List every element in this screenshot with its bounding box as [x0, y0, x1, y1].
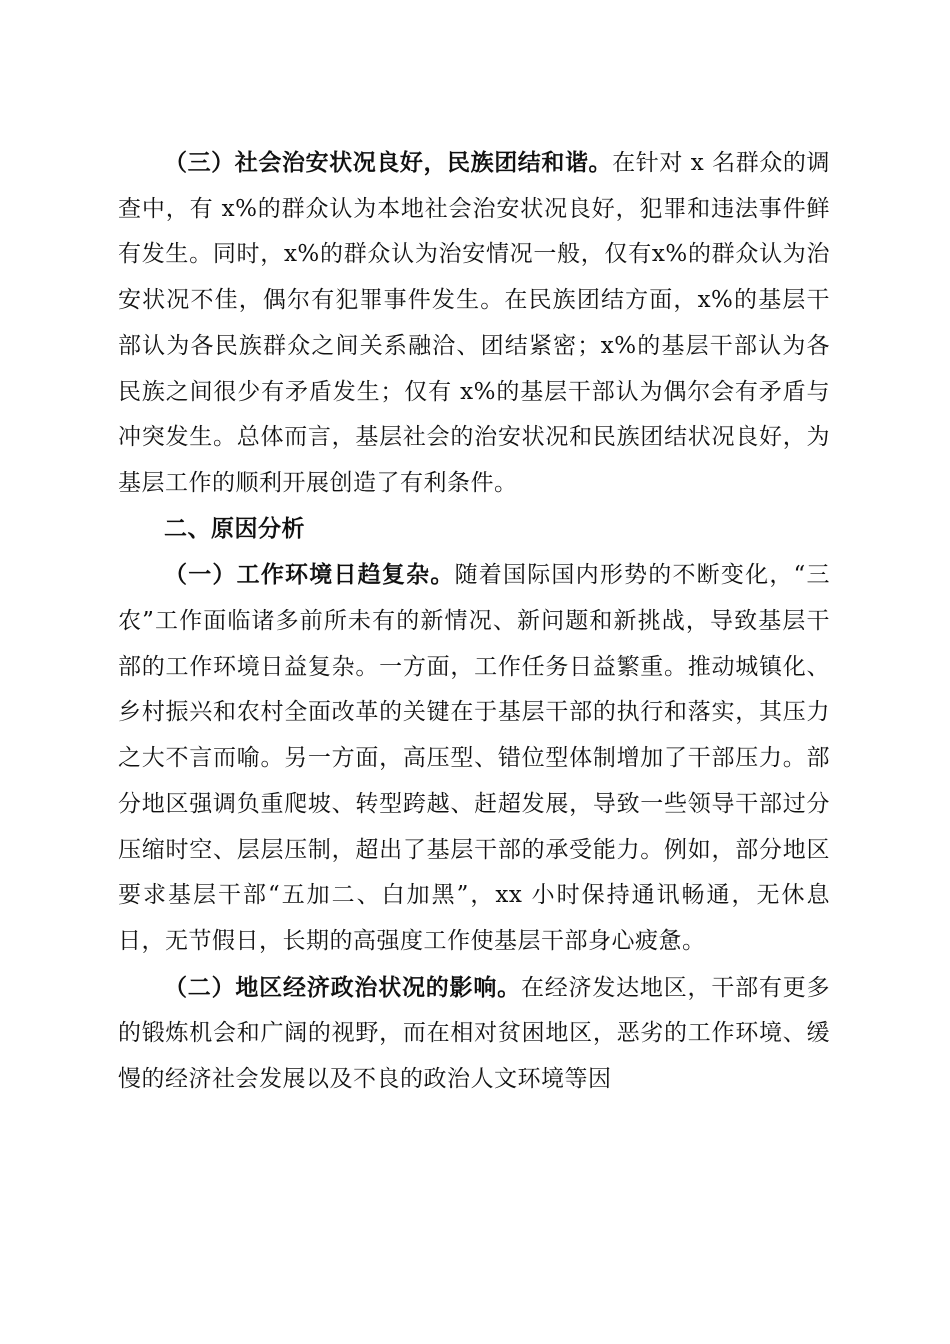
paragraph-text: 在针对 x 名群众的调查中，有 x%的群众认为本地社会治安状况良好，犯罪和违法事件鲜有发生。同时，x%的群众认为治安情况一般，仅有x%的群众认为治安状况不佳，偶尔有犯罪事件发生。在民族团结方面，x%的基层干部认为各民族群众之间关系融洽、团结紧密；x%的基层干部认为各民族之间很少有矛盾发生；仅有 x%的基层干部认为偶尔会有矛盾与冲突发生。总体而言，基层社会的治安状况和民族团结状况良好，为基层工作的顺利开展创造了有利条件。 [118, 150, 831, 496]
paragraph-regional-influence [118, 965, 830, 1103]
paragraph-lead: （二）地区经济政治状况的影响。 [164, 973, 521, 1001]
paragraph-lead: （一）工作环境日趋复杂。 [164, 561, 455, 589]
paragraph-public-security [118, 140, 830, 507]
document-body [118, 140, 830, 1103]
paragraph-lead: （三）社会治安状况良好，民族团结和谐。 [164, 149, 613, 176]
paragraph-text: 在经济发达地区，干部有更多的锻炼机会和广阔的视野，而在相对贫困地区，恶劣的工作环境、缓慢的经济社会发展以及不良的政治人文环境等因 [118, 974, 831, 1093]
section-heading: 二、原因分析 [164, 515, 305, 542]
paragraph-work-environment [118, 552, 830, 964]
paragraph-text: 随着国际国内形势的不断变化，“三农”工作面临诸多前所未有的新情况、新问题和新挑战，导致基层干部的工作环境日益复杂。一方面，工作任务日益繁重。推动城镇化、乡村振兴和农村全面改革的关键在于基层干部的执行和落实，其压力之大不言而喻。另一方面，高压型、错位型体制增加了干部压力。部分地区强调负重爬坡、转型跨越、赶超发展，导致一些领导干部过分压缩时空、层层压制，超出了基层干部的承受能力。例如，部分地区要求基层干部“五加二、白加黑”，xx 小时保持通讯畅通，无休息日，无节假日，长期的高强度工作使基层干部身心疲惫。 [118, 562, 831, 954]
